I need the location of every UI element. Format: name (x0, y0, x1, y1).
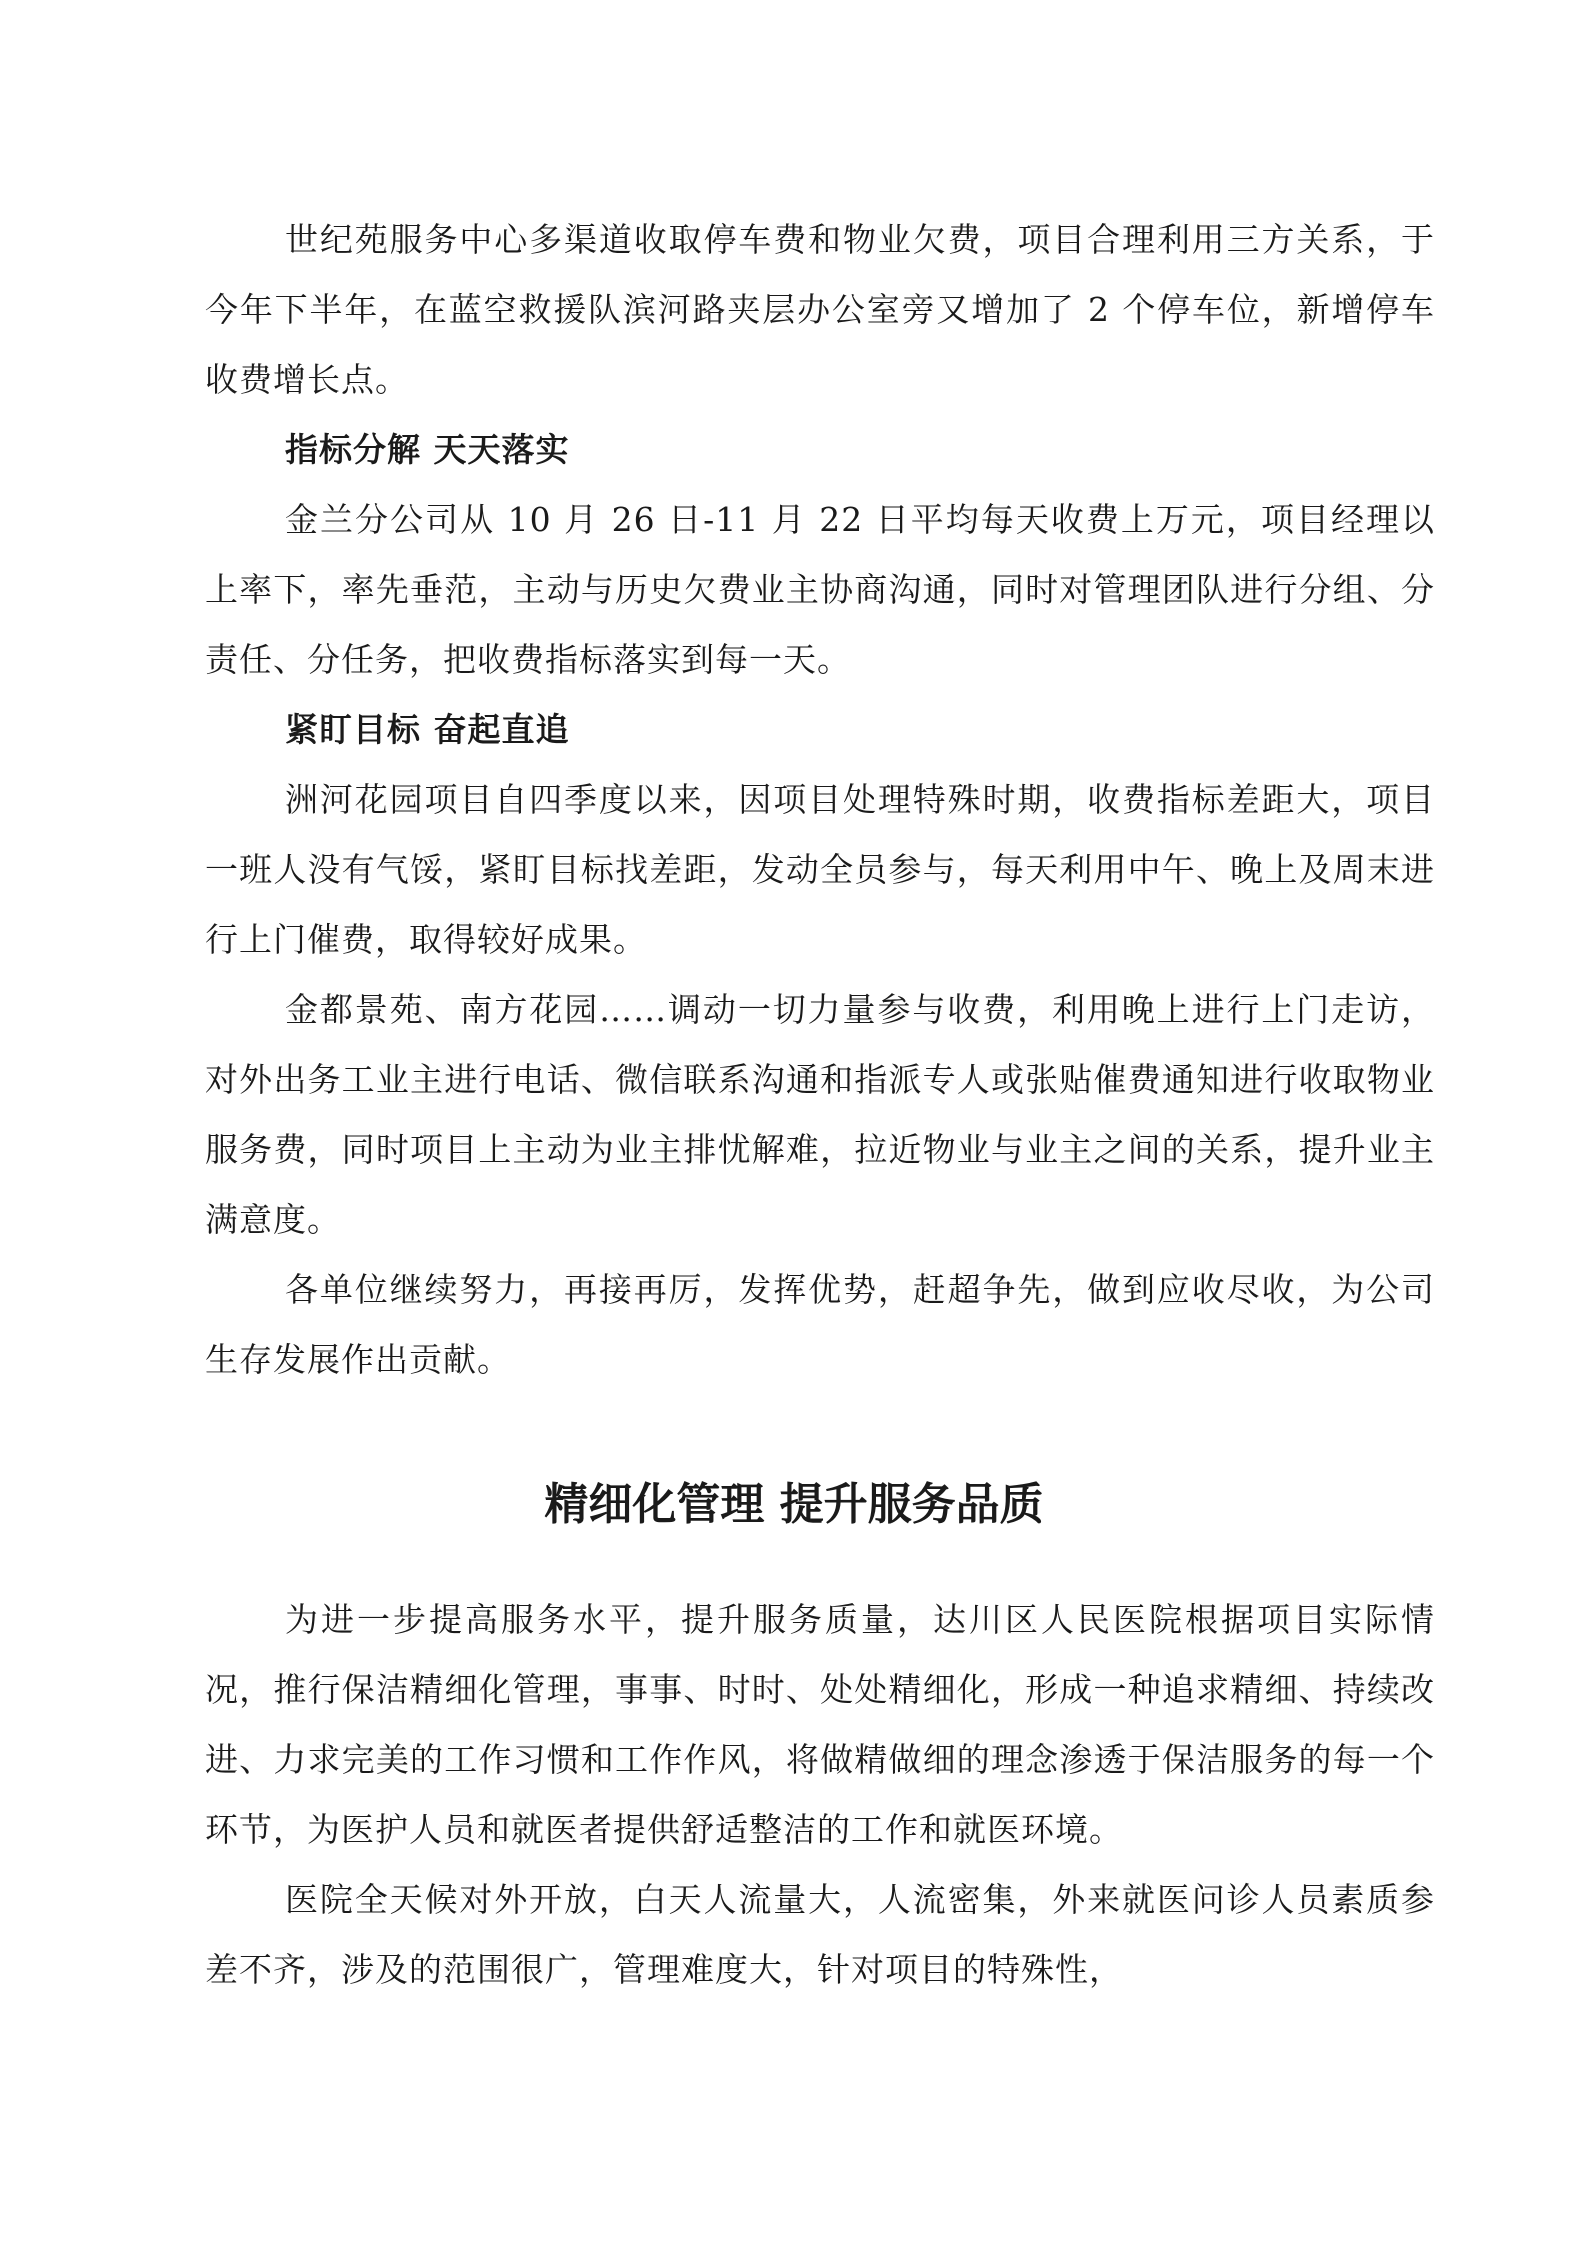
article-title-refined-management: 精细化管理 提升服务品质 (544, 1479, 1044, 1530)
paragraph-jinlan: 金兰分公司从 10 月 26 日-11 月 22 日平均每天收费上万元，项目经理以上率下，率先垂范，主动与历史欠费业主协商沟通，同时对管理团队进行分组、分责任、分任务，把收费指标落实到每一天。 (205, 500, 1435, 679)
paragraph-shijiyuan: 世纪苑服务中心多渠道收取停车费和物业欠费，项目合理利用三方关系，于今年下半年，在蓝空救援队滨河路夹层办公室旁又增加了 2 个停车位，新增停车收费增长点。 (205, 220, 1435, 399)
paragraph-jindu: 金都景苑、南方花园……调动一切力量参与收费，利用晚上进行上门走访，对外出务工业主进行电话、微信联系沟通和指派专人或张贴催费通知进行收取物业服务费，同时项目上主动为业主排忧解难，拉近物业与业主之间的关系，提升业主满意度。 (205, 990, 1435, 1239)
paragraph-conclusion: 各单位继续努力，再接再厉，发挥优势，赶超争先，做到应收尽收，为公司生存发展作出贡献。 (205, 1270, 1435, 1379)
paragraph-hospital-intro: 为进一步提高服务水平，提升服务质量，达川区人民医院根据项目实际情况，推行保洁精细化管理，事事、时时、处处精细化，形成一种追求精细、持续改进、力求完美的工作习惯和工作作风，将做精做细的理念渗透于保洁服务的每一个环节，为医护人员和就医者提供舒适整洁的工作和就医环境。 (205, 1600, 1435, 1849)
paragraph-zhouhe: 洲河花园项目自四季度以来，因项目处理特殊时期，收费指标差距大，项目一班人没有气馁，紧盯目标找差距，发动全员参与，每天利用中午、晚上及周末进行上门催费，取得较好成果。 (205, 780, 1435, 959)
subheading-target-chase: 紧盯目标 奋起直追 (285, 710, 570, 749)
subheading-indicator-breakdown: 指标分解 天天落实 (285, 430, 570, 469)
article-section-refined-management (205, 1585, 1435, 2005)
paragraph-hospital-openness: 医院全天候对外开放，白天人流量大，人流密集，外来就医问诊人员素质参差不齐，涉及的范围很广，管理难度大，针对项目的特殊性， (205, 1880, 1435, 1989)
article-section-fee-collection (205, 205, 1435, 1395)
